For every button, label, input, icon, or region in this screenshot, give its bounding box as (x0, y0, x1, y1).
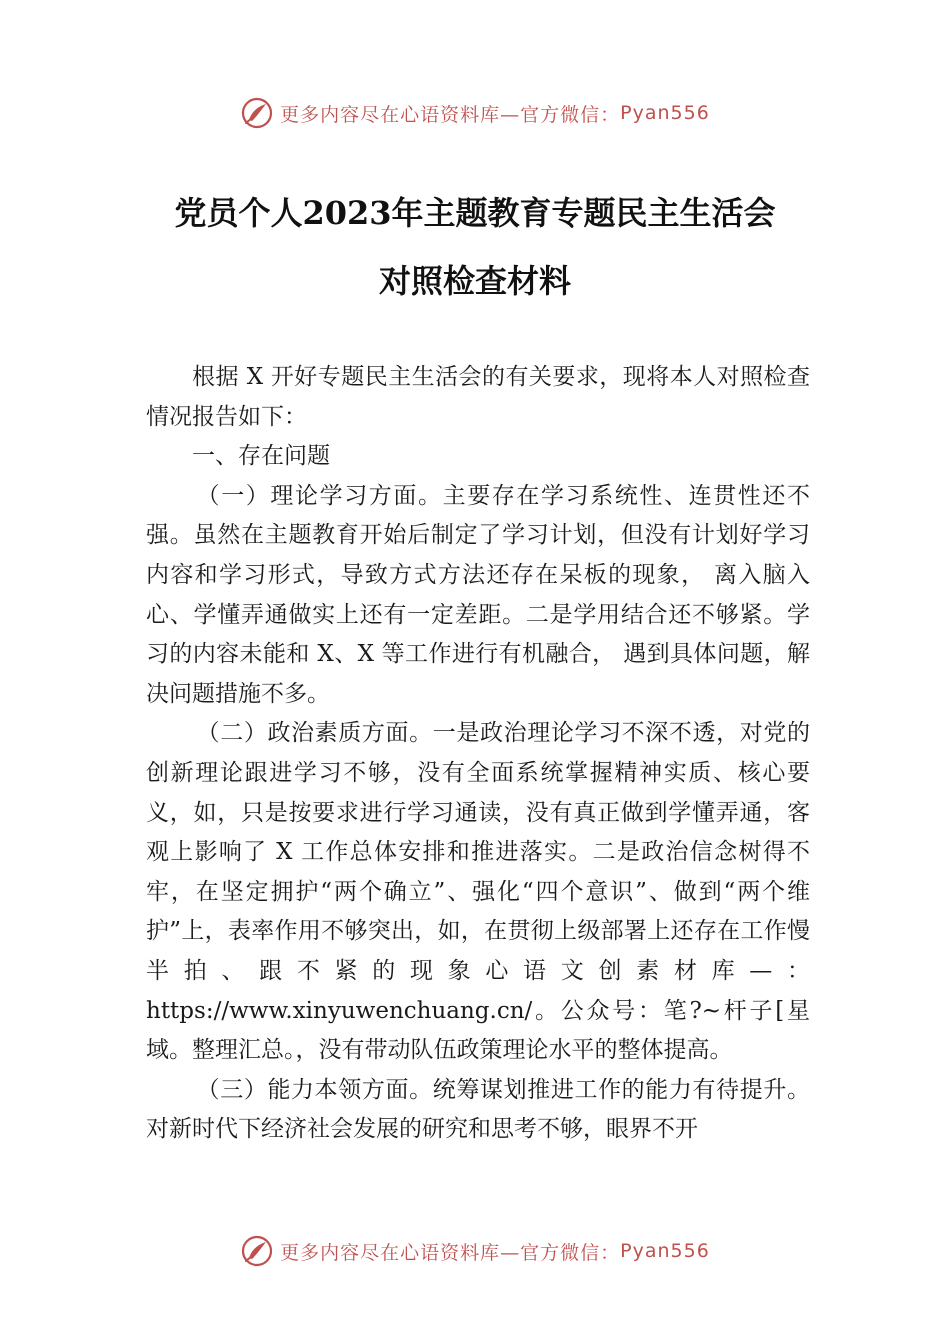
intro-paragraph: 根据 X 开好专题民主生活会的有关要求，现将本人对照检查情况报告如下： (146, 364, 810, 430)
paragraph-theory-study: （一）理论学习方面。主要存在学习系统性、连贯性还不强。虽然在主题教育开始后制定了学习计划，但没有计划好学习内容和学习形式，导致方式方法还存在呆板的现象， 离入脑入心、学懂弄通做实上还有一定差距。二是学用结合还不够紧。学习的内容未能和 X、X 等工作进行有机融合， 遇到具体问题，解决问题措施不多。 (146, 482, 810, 707)
paragraph-capability: （三）能力本领方面。统筹谋划推进工作的能力有待提升。对新时代下经济社会发展的研究和思考不够，眼界不开 (146, 1076, 810, 1143)
watermark-wechat-id: Pyan556 (620, 102, 710, 124)
document-body (146, 358, 810, 1150)
document-title-line-2: 对照检查材料 (378, 262, 571, 300)
document-title-line-1: 党员个人2023年主题教育专题民主生活会 (174, 194, 776, 232)
brush-logo-icon (240, 1234, 274, 1268)
paragraph-political-quality: （二）政治素质方面。一是政治理论学习不深不透，对党的创新理论跟进学习不够，没有全面系统掌握精神实质、核心要义，如，只是按要求进行学习通读，没有真正做到学懂弄通，客观上影响了 X 工作总体安排和推进落实。二是政治信念树得不牢，在坚定拥护“两个确立”、强化“四个意识”、做到“两个维护”上，表率作用不够突出，如，在贯彻上级部署上还存在工作慢半拍、跟不紧的现象心语文创素材库—：https://www.xinyuwenchuang.cn/。公众号：笔?~杆子[星域。整理汇总。，没有带动队伍政策理论水平的整体提高。 (146, 720, 810, 1064)
watermark-wechat-id: Pyan556 (620, 1240, 710, 1262)
brush-logo-icon (240, 96, 274, 130)
watermark-text: 更多内容尽在心语资料库—官方微信： (280, 1241, 621, 1264)
section-heading: 一、存在问题 (192, 443, 330, 470)
watermark-text: 更多内容尽在心语资料库—官方微信： (280, 103, 621, 126)
footer-watermark (0, 1234, 950, 1268)
header-watermark (0, 96, 950, 130)
